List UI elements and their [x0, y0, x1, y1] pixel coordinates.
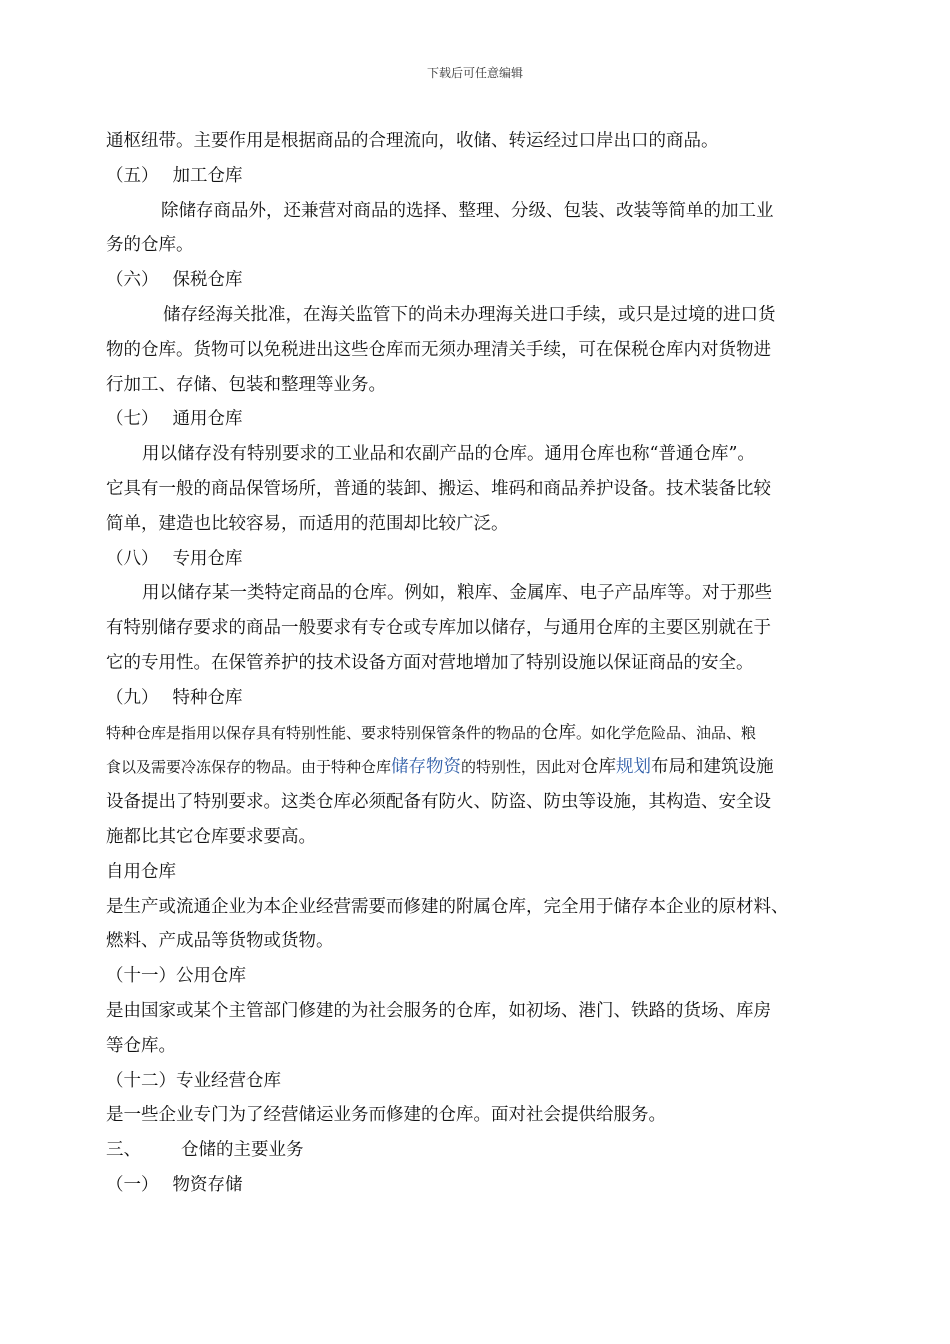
- heading-number: （五）: [106, 165, 159, 186]
- paragraph-line: 通枢纽带。主要作用是根据商品的合理流向，收储、转运经过口岸出口的商品。: [106, 131, 719, 151]
- heading-title: 通用仓库: [172, 409, 243, 430]
- text-run: 食以及需要冷冻保存的物品。由于特种仓库: [106, 758, 392, 777]
- paragraph-line: 物的仓库。货物可以免税进出这些仓库而无须办理清关手续，可在保税仓库内对货物进: [106, 339, 771, 360]
- paragraph-line: 等仓库。: [106, 1035, 176, 1056]
- document-body: [106, 124, 856, 1203]
- paragraph-line: 它具有一般的商品保管场所，普通的装卸、搬运、堆码和商品养护设备。技术装备比较: [106, 478, 771, 499]
- paragraph-line: 简单，建造也比较容易，而适用的范围却比较广泛。: [106, 513, 509, 534]
- heading-title: 专用仓库: [172, 548, 243, 569]
- chapter-heading-3: [106, 1133, 856, 1168]
- heading-number: 三、: [106, 1140, 141, 1161]
- paragraph-line: 用以储存某一类特定商品的仓库。例如，粮库、金属库、电子产品库等。对于那些: [142, 583, 772, 604]
- link-storage-materials[interactable]: 储存物资: [391, 757, 462, 778]
- heading-title: 加工仓库: [172, 165, 243, 186]
- text-run: 仓库: [541, 722, 577, 743]
- paragraph-line: 它的专用性。在保管养护的技术设备方面对营地增加了特别设施以保证商品的安全。: [106, 652, 754, 673]
- paragraph-line: 除储存商品外，还兼营对商品的选择、整理、分级、包装、改装等简单的加工业: [161, 200, 774, 221]
- paragraph-line: 储存经海关批准，在海关监管下的尚未办理海关进口手续，或只是过境的进口货: [163, 304, 776, 325]
- paragraph-line: 是由国家或某个主管部门修建的为社会服务的仓库，如初场、港门、铁路的货场、库房: [106, 1000, 771, 1021]
- page-header: 下载后可任意编辑: [426, 66, 523, 80]
- section-heading-3-1: [106, 1168, 856, 1203]
- heading-title: 保税仓库: [172, 270, 243, 291]
- text-run: 的特别性，因此对: [461, 758, 582, 777]
- paragraph-line: 行加工、存储、包装和整理等业务。: [106, 374, 386, 395]
- section-heading-11: （十一）公用仓库: [106, 966, 246, 987]
- link-planning[interactable]: 规划: [616, 757, 652, 778]
- heading-number: （六）: [106, 270, 159, 291]
- paragraph-line: 设备提出了特别要求。这类仓库必须配备有防火、防盗、防虫等设施，其构造、安全设: [106, 792, 771, 813]
- section-heading-6: [106, 263, 856, 298]
- paragraph-line: 燃料、产成品等货物或货物。: [106, 931, 334, 952]
- section-heading-5: [106, 159, 856, 194]
- paragraph-line: 施都比其它仓库要求要高。: [106, 826, 316, 847]
- section-heading-7: [106, 402, 856, 437]
- section-heading-8: [106, 542, 856, 577]
- paragraph-line: 有特别储存要求的商品一般要求有专仓或专库加以储存，与通用仓库的主要区别就在于: [106, 618, 771, 639]
- paragraph-line: 务的仓库。: [106, 235, 194, 256]
- heading-number: （八）: [106, 548, 159, 569]
- text-run: 布局和建筑设施: [651, 757, 774, 778]
- heading-number: （一）: [106, 1174, 159, 1195]
- paragraph-line: 是生产或流通企业为本企业经营需要而修建的附属仓库，完全用于储存本企业的原材料、: [106, 896, 789, 917]
- heading-title: 仓储的主要业务: [181, 1140, 304, 1161]
- paragraph-line: 是一些企业专门为了经营储运业务而修建的仓库。面对社会提供给服务。: [106, 1105, 666, 1126]
- paragraph-line: 用以储存没有特别要求的工业品和农副产品的仓库。通用仓库也称“普通仓库”。: [142, 444, 755, 465]
- paragraph-line: [106, 750, 856, 785]
- section-heading-9: [106, 681, 856, 716]
- text-run: 。如化学危险品、油品、粮: [576, 723, 757, 742]
- paragraph-line: [106, 716, 856, 751]
- text-run: 仓库: [581, 757, 617, 778]
- section-heading-10: 自用仓库: [106, 861, 176, 882]
- heading-number: （九）: [106, 687, 159, 708]
- heading-number: （七）: [106, 409, 159, 430]
- heading-title: 特种仓库: [172, 687, 243, 708]
- heading-title: 物资存储: [172, 1174, 243, 1195]
- section-heading-12: （十二）专业经营仓库: [106, 1070, 281, 1091]
- text-run: 特种仓库是指用以保存具有特别性能、要求特别保管条件的物品的: [106, 723, 542, 742]
